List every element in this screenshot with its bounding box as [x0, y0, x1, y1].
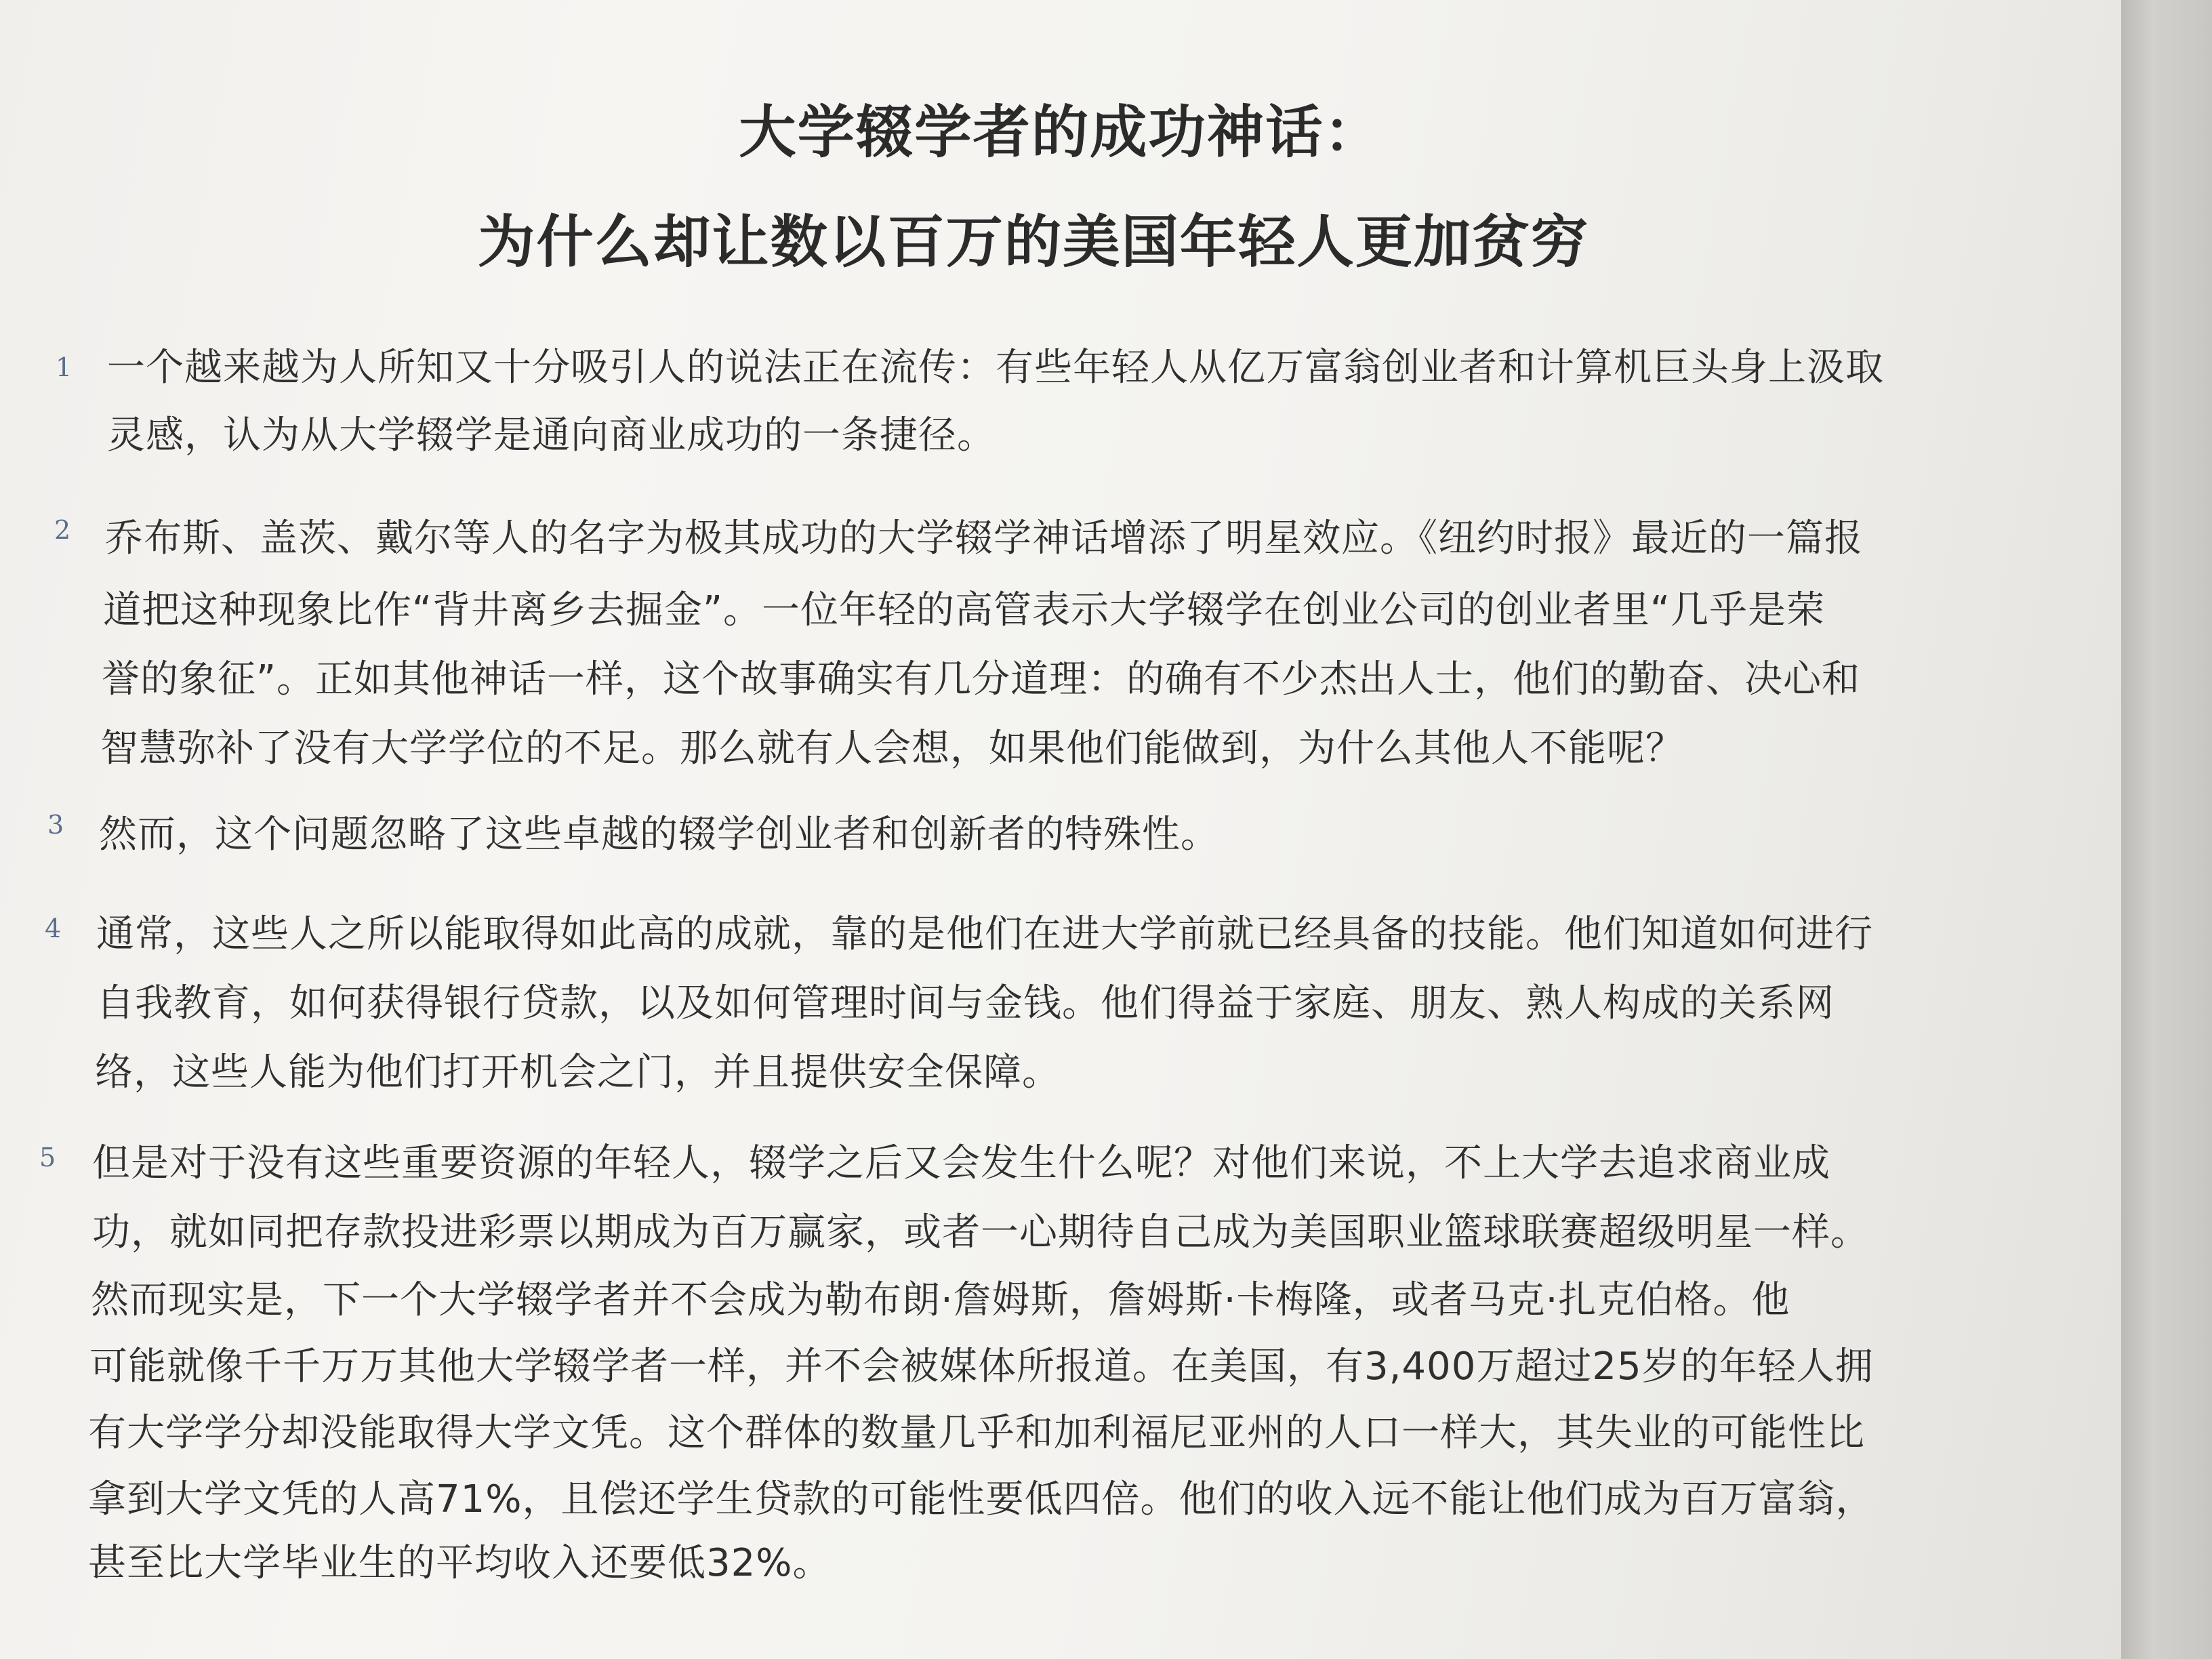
paragraph-number-5: 5 [39, 1143, 56, 1172]
paragraph-1-line-2: 灵感，认为从大学辍学是通向商业成功的一条捷径。 [107, 413, 996, 457]
paragraph-5-line-4: 可能就像千千万万其他大学辍学者一样，并不会被媒体所报道。在美国，有3,400万超过25岁的年轻人拥 [89, 1345, 1874, 1389]
paragraph-2-line-2: 道把这种现象比作“背井离乡去掘金”。一位年轻的高管表示大学辍学在创业公司的创业者里“几乎是荣 [103, 588, 1826, 632]
paragraph-4-line-2: 自我教育，如何获得银行贷款，以及如何管理时间与金钱。他们得益于家庭、朋友、熟人构成的关系网 [96, 981, 1835, 1025]
paragraph-number-3: 3 [47, 810, 64, 840]
title-line-1: 大学辍学者的成功神话： [739, 99, 1382, 165]
paragraph-1-line-1: 一个越来越为人所知又十分吸引人的说法正在流传：有些年轻人从亿万富翁创业者和计算机巨头身上汲取 [107, 346, 1884, 390]
paragraph-5-line-3: 然而现实是，下一个大学辍学者并不会成为勒布朗·詹姆斯，詹姆斯·卡梅隆，或者马克·扎克伯格。他 [91, 1278, 1790, 1322]
paragraph-4-line-3: 络，这些人能为他们打开机会之门，并且提供安全保障。 [95, 1050, 1061, 1094]
paragraph-4-line-1: 通常，这些人之所以能取得如此高的成就，靠的是他们在进大学前就已经具备的技能。他们知道如何进行 [96, 912, 1873, 956]
paragraph-5-line-1: 但是对于没有这些重要资源的年轻人，辍学之后又会发生什么呢？对他们来说，不上大学去追求商业成 [92, 1141, 1830, 1185]
paragraph-2-line-3: 誉的象征”。正如其他神话一样，这个故事确实有几分道理：的确有不少杰出人士，他们的勤奋、决心和 [102, 657, 1861, 701]
paragraph-number-2: 2 [54, 515, 71, 545]
paragraph-2-line-4: 智慧弥补了没有大学学位的不足。那么就有人会想，如果他们能做到，为什么其他人不能呢？ [100, 726, 1684, 771]
paragraph-number-4: 4 [45, 914, 62, 943]
paragraph-5-line-7: 甚至比大学毕业生的平均收入还要低32%。 [88, 1541, 832, 1585]
page-edge [2121, 0, 2212, 1659]
paragraph-number-1: 1 [56, 352, 73, 382]
title-line-2: 为什么却让数以百万的美国年轻人更加贫穷 [478, 209, 1589, 275]
paragraph-5-line-5: 有大学学分却没能取得大学文凭。这个群体的数量几乎和加利福尼亚州的人口一样大，其失业的可能性比 [88, 1411, 1865, 1455]
paragraph-2-line-1: 乔布斯、盖茨、戴尔等人的名字为极其成功的大学辍学神话增添了明星效应。《纽约时报》最近的一篇报 [105, 516, 1863, 560]
paragraph-5-line-2: 功，就如同把存款投进彩票以期成为百万赢家，或者一心期待自己成为美国职业篮球联赛超级明星一样。 [92, 1210, 1869, 1254]
paragraph-3-line-1: 然而，这个问题忽略了这些卓越的辍学创业者和创新者的特殊性。 [99, 813, 1219, 857]
paragraph-5-line-6: 拿到大学文凭的人高71%，且偿还学生贷款的可能性要低四倍。他们的收入远不能让他们成为百万富翁， [88, 1477, 1875, 1521]
